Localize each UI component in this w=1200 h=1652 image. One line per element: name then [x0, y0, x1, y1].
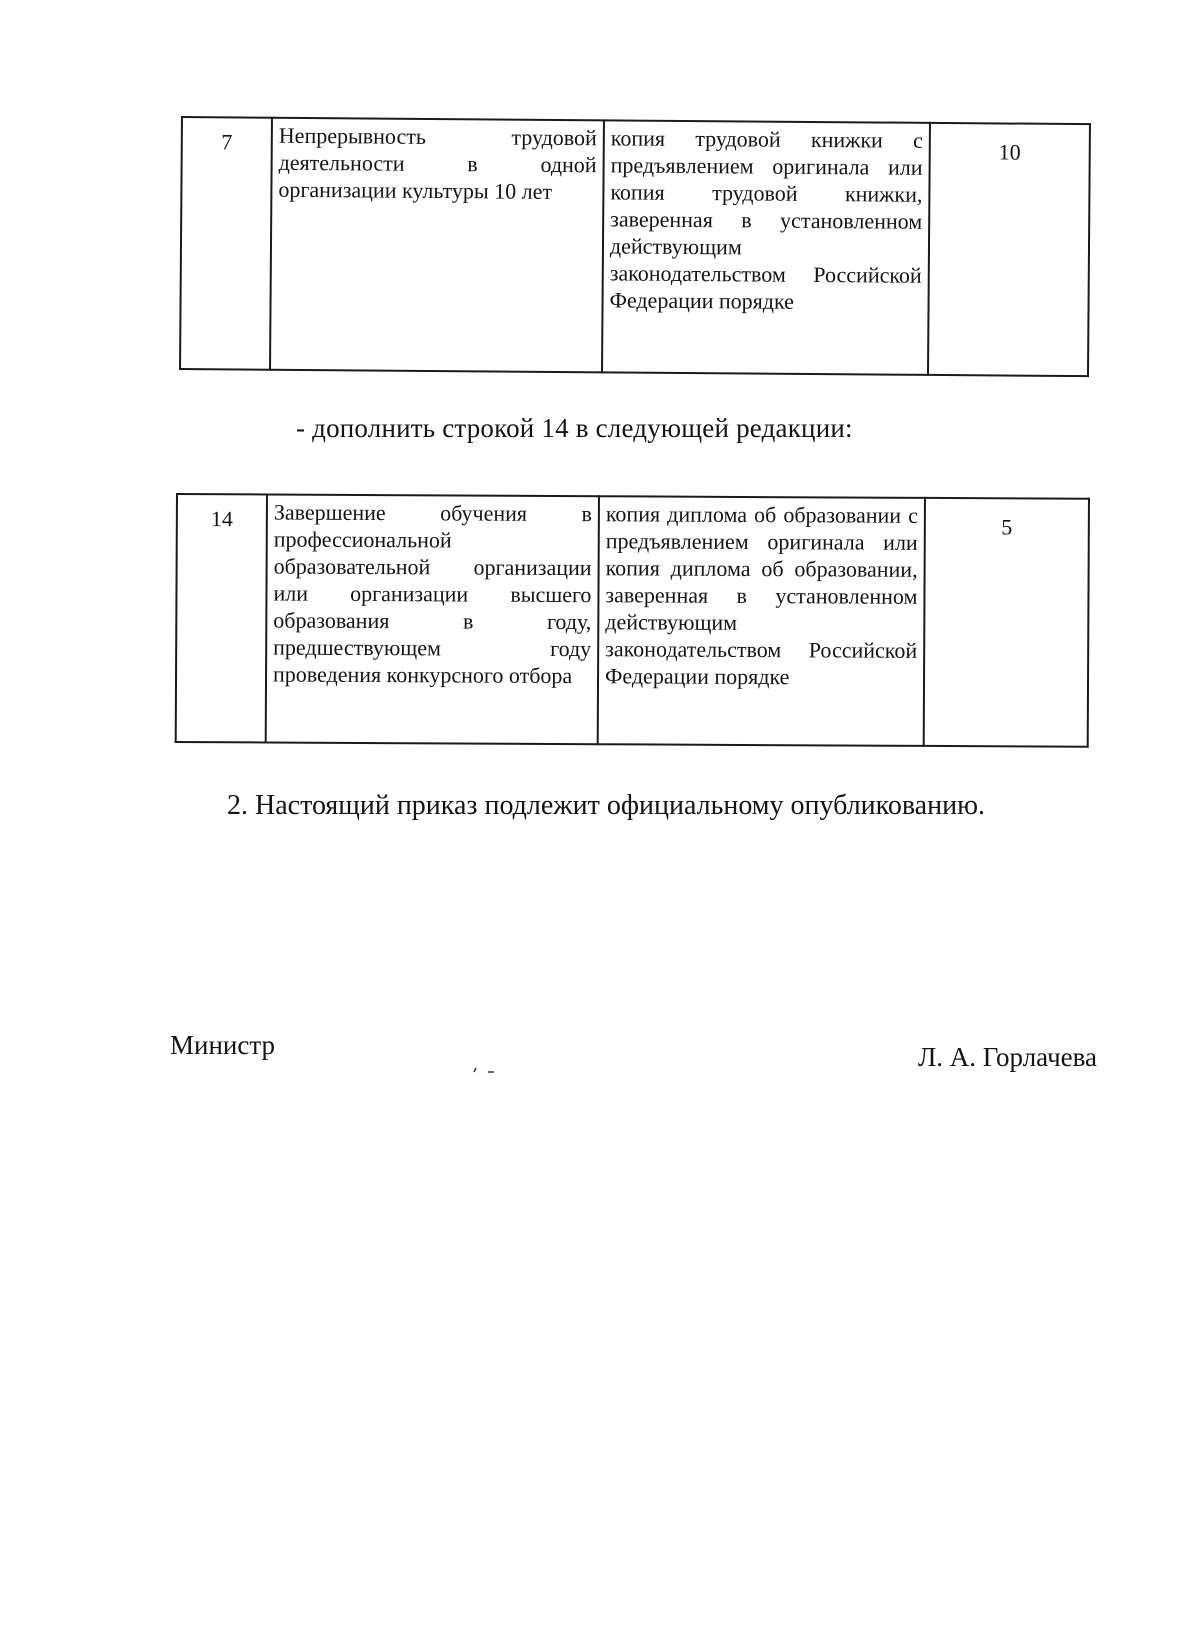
row-number: 7	[180, 117, 272, 370]
criterion-cell: Завершение обучения в профессиональной образовательной организации или организации высшего образования в году, предшествующем году проведения конкурсного отбора	[266, 494, 599, 744]
table-row	[176, 494, 1089, 747]
document-cell: копия трудовой книжки с предъявлением оригинала или копия трудовой книжки, заверенная в установленном действующим законодательством Российской Федерации порядке	[602, 120, 930, 375]
criterion-cell: Непрерывность трудовой деятельности в одной организации культуры 10 лет	[270, 118, 604, 373]
row-number: 14	[176, 494, 267, 742]
amendment-text: - дополнить строкой 14 в следующей редакции:	[296, 413, 853, 443]
signatory-name: Л. А. Горлачева	[918, 1042, 1098, 1072]
document-cell: копия диплома об образовании с предъявлением оригинала или копия диплома об образовании, заверенная в установленном действующим законодательством Российской Федерации порядке	[598, 496, 925, 746]
table-row	[180, 117, 1090, 376]
signature-marks	[460, 1010, 540, 1090]
criteria-table-row-7	[179, 116, 1091, 377]
clause-2: 2. Настоящий приказ подлежит официальному опубликованию.	[227, 790, 985, 821]
criteria-table-row-14	[175, 493, 1090, 748]
score-cell: 5	[924, 498, 1089, 747]
signatory-title: Министр	[170, 1030, 275, 1060]
score-cell: 10	[928, 123, 1090, 376]
